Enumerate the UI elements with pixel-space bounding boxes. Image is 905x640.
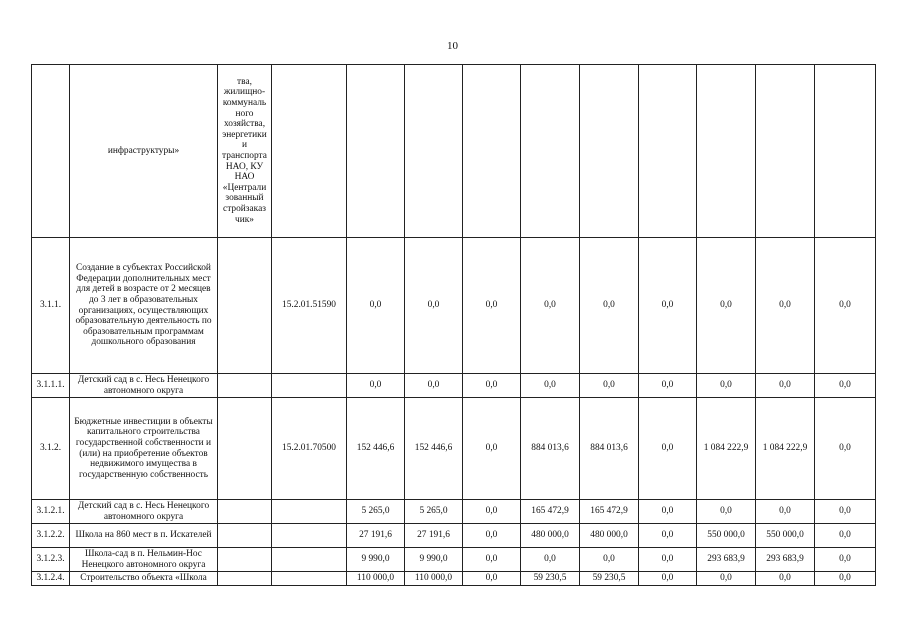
- value-cell: 165 472,9: [580, 500, 639, 524]
- row-executor: тва, жилищно-коммуналь ного хозяйства, энергетики и транспорта НАО, КУ НАО «Централи зованный стройзаказ чик»: [218, 65, 272, 238]
- value-cell: 480 000,0: [580, 524, 639, 548]
- value-cell: 0,0: [521, 548, 580, 572]
- value-cell: 5 265,0: [405, 500, 463, 524]
- value-cell: 0,0: [815, 548, 876, 572]
- value-cell: 0,0: [639, 548, 697, 572]
- table-row: [32, 65, 876, 238]
- row-number: 3.1.1.1.: [32, 374, 70, 398]
- row-number: 3.1.2.4.: [32, 572, 70, 586]
- row-number: 3.1.2.2.: [32, 524, 70, 548]
- row-name: Школа на 860 мест в п. Искателей: [70, 524, 218, 548]
- value-cell: 0,0: [405, 238, 463, 374]
- value-cell: [580, 65, 639, 238]
- value-cell: 59 230,5: [580, 572, 639, 586]
- value-cell: [521, 65, 580, 238]
- row-executor: [218, 548, 272, 572]
- row-code: [272, 572, 347, 586]
- value-cell: 0,0: [580, 238, 639, 374]
- value-cell: 0,0: [463, 524, 521, 548]
- table-row: [32, 572, 876, 586]
- table-row: [32, 548, 876, 572]
- value-cell: [347, 65, 405, 238]
- value-cell: 0,0: [580, 548, 639, 572]
- value-cell: 0,0: [463, 500, 521, 524]
- value-cell: 0,0: [639, 374, 697, 398]
- row-executor: [218, 398, 272, 500]
- value-cell: 0,0: [697, 500, 756, 524]
- row-number: 3.1.2.3.: [32, 548, 70, 572]
- value-cell: 0,0: [463, 548, 521, 572]
- value-cell: 0,0: [815, 572, 876, 586]
- value-cell: 293 683,9: [697, 548, 756, 572]
- value-cell: [815, 65, 876, 238]
- row-name: Школа-сад в п. Нельмин-Нос Ненецкого автономного округа: [70, 548, 218, 572]
- value-cell: 0,0: [815, 398, 876, 500]
- value-cell: 0,0: [756, 374, 815, 398]
- value-cell: 27 191,6: [405, 524, 463, 548]
- row-code: [272, 65, 347, 238]
- value-cell: 480 000,0: [521, 524, 580, 548]
- value-cell: 0,0: [639, 524, 697, 548]
- value-cell: 110 000,0: [347, 572, 405, 586]
- value-cell: 0,0: [697, 374, 756, 398]
- row-executor: [218, 374, 272, 398]
- value-cell: 0,0: [463, 398, 521, 500]
- value-cell: 0,0: [639, 398, 697, 500]
- value-cell: 0,0: [697, 572, 756, 586]
- page-number: 10: [447, 40, 458, 52]
- value-cell: 550 000,0: [697, 524, 756, 548]
- value-cell: 0,0: [463, 572, 521, 586]
- row-number: 3.1.1.: [32, 238, 70, 374]
- table-row: [32, 238, 876, 374]
- value-cell: 0,0: [639, 238, 697, 374]
- value-cell: [697, 65, 756, 238]
- value-cell: 0,0: [463, 374, 521, 398]
- value-cell: 9 990,0: [405, 548, 463, 572]
- table-row: [32, 500, 876, 524]
- row-executor: [218, 500, 272, 524]
- value-cell: 27 191,6: [347, 524, 405, 548]
- row-name: Строительство объекта «Школа: [70, 572, 218, 586]
- value-cell: 1 084 222,9: [697, 398, 756, 500]
- row-name: инфраструктуры»: [70, 65, 218, 238]
- row-executor: [218, 524, 272, 548]
- value-cell: 0,0: [697, 238, 756, 374]
- row-name: Создание в субъектах Российской Федерации дополнительных мест для детей в возрасте от 2 месяцев до 3 лет в образовательных организациях, осуществляющих образовательную деятельность по образовательным программам дошкольного образования: [70, 238, 218, 374]
- row-code: [272, 500, 347, 524]
- value-cell: 0,0: [580, 374, 639, 398]
- table-row: [32, 524, 876, 548]
- value-cell: 0,0: [347, 238, 405, 374]
- value-cell: 0,0: [815, 500, 876, 524]
- value-cell: 1 084 222,9: [756, 398, 815, 500]
- row-number: 3.1.2.1.: [32, 500, 70, 524]
- value-cell: 5 265,0: [347, 500, 405, 524]
- row-code: [272, 524, 347, 548]
- value-cell: 0,0: [756, 500, 815, 524]
- value-cell: 0,0: [521, 374, 580, 398]
- row-executor: [218, 572, 272, 586]
- value-cell: 152 446,6: [405, 398, 463, 500]
- value-cell: 0,0: [756, 238, 815, 374]
- value-cell: 0,0: [815, 374, 876, 398]
- budget-table: [31, 64, 876, 586]
- value-cell: 0,0: [639, 572, 697, 586]
- value-cell: [756, 65, 815, 238]
- value-cell: 0,0: [815, 524, 876, 548]
- value-cell: 0,0: [756, 572, 815, 586]
- value-cell: 152 446,6: [347, 398, 405, 500]
- row-name: Бюджетные инвестиции в объекты капитального строительства государственной собственности и (или) на приобретение объектов недвижимого имущества в государственную собственность: [70, 398, 218, 500]
- value-cell: [639, 65, 697, 238]
- value-cell: 0,0: [405, 374, 463, 398]
- row-code: 15.2.01.51590: [272, 238, 347, 374]
- row-code: 15.2.01.70500: [272, 398, 347, 500]
- table-row: [32, 398, 876, 500]
- row-code: [272, 548, 347, 572]
- value-cell: 884 013,6: [521, 398, 580, 500]
- value-cell: 0,0: [639, 500, 697, 524]
- value-cell: 0,0: [815, 238, 876, 374]
- value-cell: [463, 65, 521, 238]
- row-code: [272, 374, 347, 398]
- value-cell: 0,0: [347, 374, 405, 398]
- value-cell: 550 000,0: [756, 524, 815, 548]
- value-cell: 0,0: [521, 238, 580, 374]
- value-cell: 165 472,9: [521, 500, 580, 524]
- value-cell: 59 230,5: [521, 572, 580, 586]
- value-cell: 884 013,6: [580, 398, 639, 500]
- row-executor: [218, 238, 272, 374]
- table-row: [32, 374, 876, 398]
- value-cell: [405, 65, 463, 238]
- row-name: Детский сад в с. Несь Ненецкого автономного округа: [70, 374, 218, 398]
- value-cell: 9 990,0: [347, 548, 405, 572]
- row-number: [32, 65, 70, 238]
- row-name: Детский сад в с. Несь Ненецкого автономного округа: [70, 500, 218, 524]
- value-cell: 293 683,9: [756, 548, 815, 572]
- value-cell: 0,0: [463, 238, 521, 374]
- value-cell: 110 000,0: [405, 572, 463, 586]
- row-number: 3.1.2.: [32, 398, 70, 500]
